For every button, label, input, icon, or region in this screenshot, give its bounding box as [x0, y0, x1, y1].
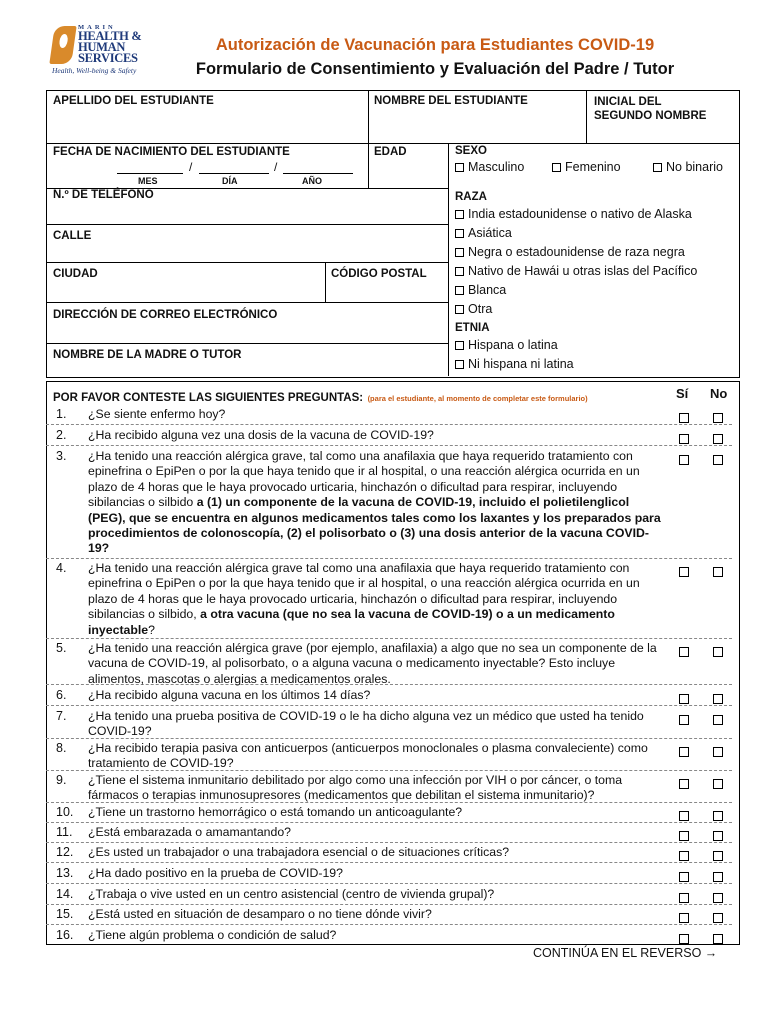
continue-on-back: CONTINÚA EN EL REVERSO → — [533, 946, 718, 960]
questions-note: (para el estudiante, al momento de completar este formulario) — [367, 394, 588, 403]
mhhs-logo — [52, 24, 152, 76]
no-checkbox[interactable] — [713, 567, 723, 577]
yes-checkbox[interactable] — [679, 779, 689, 789]
race-option[interactable]: India estadounidense o nativo de Alaska — [455, 207, 692, 221]
student-info-section — [46, 90, 740, 378]
question-number: 3. — [56, 449, 67, 463]
question-number: 6. — [56, 688, 67, 702]
checkbox[interactable] — [455, 163, 464, 172]
zip-field[interactable]: CÓDIGO POSTAL — [331, 268, 427, 280]
no-checkbox[interactable] — [713, 872, 723, 882]
question-number: 16. — [56, 928, 74, 942]
checkbox[interactable] — [455, 210, 464, 219]
sex-option-nonbinary[interactable]: No binario — [653, 160, 723, 174]
checkbox[interactable] — [455, 286, 464, 295]
question-number: 9. — [56, 773, 67, 787]
yes-checkbox[interactable] — [679, 455, 689, 465]
no-checkbox[interactable] — [713, 934, 723, 944]
sex-label: SEXO — [455, 145, 487, 157]
middle-initial-field[interactable]: INICIAL DEL SEGUNDO NOMBRE — [594, 96, 707, 122]
yes-checkbox[interactable] — [679, 851, 689, 861]
month-label: MES — [138, 176, 158, 186]
question-text: ¿Ha tenido una reacción alérgica grave (por ejemplo, anafilaxia) a algo que no sea un componente de la vacuna de COVID-19, al polisorbato, o a alguna vacuna o medicamento inyectable? Esto incluye alimentos, mascotas o alergias a medicamentos orales. — [88, 641, 657, 686]
no-checkbox[interactable] — [713, 851, 723, 861]
question-number: 13. — [56, 866, 74, 880]
city-field[interactable]: CIUDAD — [53, 268, 98, 280]
race-option[interactable]: Nativo de Hawái u otras islas del Pacífico — [455, 264, 697, 278]
yes-checkbox[interactable] — [679, 913, 689, 923]
no-checkbox[interactable] — [713, 893, 723, 903]
yes-checkbox[interactable] — [679, 831, 689, 841]
question-number: 14. — [56, 887, 74, 901]
race-option[interactable]: Negra o estadounidense de raza negra — [455, 245, 685, 259]
no-checkbox[interactable] — [713, 694, 723, 704]
question-row — [46, 842, 732, 863]
no-checkbox[interactable] — [713, 434, 723, 444]
question-row — [46, 638, 732, 685]
race-option[interactable]: Asiática — [455, 226, 512, 240]
yes-checkbox[interactable] — [679, 694, 689, 704]
question-text: ¿Se siente enfermo hoy? — [88, 407, 226, 421]
question-text: ¿Ha dado positivo en la prueba de COVID-19? — [88, 866, 343, 880]
question-text: ¿Tiene algún problema o condición de salud? — [88, 928, 337, 942]
question-number: 15. — [56, 907, 74, 921]
first-name-field[interactable]: NOMBRE DEL ESTUDIANTE — [374, 95, 528, 107]
checkbox[interactable] — [653, 163, 662, 172]
question-number: 8. — [56, 741, 67, 755]
question-text: ¿Ha recibido alguna vez una dosis de la vacuna de COVID-19? — [88, 428, 434, 442]
question-row — [46, 446, 732, 559]
last-name-field[interactable]: APELLIDO DEL ESTUDIANTE — [53, 95, 214, 107]
dob-label: FECHA DE NACIMIENTO DEL ESTUDIANTE — [53, 146, 290, 158]
race-option[interactable]: Otra — [455, 302, 492, 316]
question-row — [46, 738, 732, 771]
year-label: AÑO — [302, 176, 322, 186]
email-field[interactable]: DIRECCIÓN DE CORREO ELECTRÓNICO — [53, 309, 278, 321]
question-row — [46, 884, 732, 905]
question-text: ¿Ha recibido alguna vacuna en los últimos 14 días? — [88, 688, 371, 702]
question-text: ¿Es usted un trabajador o una trabajadora esencial o de situaciones críticas? — [88, 845, 510, 859]
question-text: ¿Está usted en situación de desamparo o no tiene dónde vivir? — [88, 907, 432, 921]
yes-checkbox[interactable] — [679, 747, 689, 757]
question-row — [46, 404, 732, 425]
yes-checkbox[interactable] — [679, 567, 689, 577]
age-field[interactable]: EDAD — [374, 146, 407, 158]
logo-wordmark: MARIN HEALTH & HUMAN SERVICES — [78, 24, 142, 65]
guardian-field[interactable]: NOMBRE DE LA MADRE O TUTOR — [53, 349, 242, 361]
no-checkbox[interactable] — [713, 831, 723, 841]
yes-checkbox[interactable] — [679, 715, 689, 725]
checkbox[interactable] — [455, 229, 464, 238]
question-row — [46, 558, 732, 639]
logo-tagline: Health, Well-being & Safety — [52, 66, 137, 75]
sex-option-female[interactable]: Femenino — [552, 160, 621, 174]
question-row — [46, 863, 732, 884]
logo-mark-icon — [49, 26, 76, 64]
no-column-header: No — [710, 386, 728, 401]
no-checkbox[interactable] — [713, 913, 723, 923]
ethnicity-label: ETNIA — [455, 322, 490, 334]
question-row — [46, 685, 732, 706]
question-text: ¿Tiene el sistema inmunitario debilitado por algo como una infección por VIH o por cáncer, o toma fármacos o terapias inmunosupresores (medicamentos que debilitan el sistema inmunitario)? — [88, 773, 623, 803]
question-row — [46, 706, 732, 739]
no-checkbox[interactable] — [713, 747, 723, 757]
question-number: 4. — [56, 561, 67, 575]
checkbox[interactable] — [455, 248, 464, 257]
dob-fields[interactable]: / / — [117, 162, 357, 174]
no-checkbox[interactable] — [713, 455, 723, 465]
question-row — [46, 802, 732, 823]
checkbox[interactable] — [455, 267, 464, 276]
question-number: 1. — [56, 407, 67, 421]
yes-checkbox[interactable] — [679, 811, 689, 821]
checkbox[interactable] — [455, 305, 464, 314]
question-text: ¿Ha tenido una reacción alérgica grave, tal como una anafilaxia que haya requerido tratamiento con epinefrina o EpiPen o por la que haya tenido que ir al hospital, o una reacción alérgica ocurrida en un plazo de 4 horas que le haya provocado urticaria, hinchazón o dificultad para respirar, incluyendo sibilancias o silbido a (1) un componente de la vacuna de COVID-19, incluido el polietilenglicol (PEG), que se encuentra en algunos medicamentos tales como los laxantes y los preparados para procedimientos de colonoscopía, (2) el polisorbato o (3) una dosis anterior de la vacuna COVID-19? — [88, 449, 661, 556]
question-text: ¿Ha tenido una prueba positiva de COVID-19 o le ha dicho alguna vez un médico que usted ha tenido COVID-19? — [88, 709, 644, 739]
yes-checkbox[interactable] — [679, 893, 689, 903]
question-text: ¿Tiene un trastorno hemorrágico o está tomando un anticoagulante? — [88, 805, 463, 819]
form-title: Autorización de Vacunación para Estudiantes COVID-19 — [215, 36, 655, 54]
question-text: ¿Ha tenido una reacción alérgica grave tal como una anafilaxia que haya requerido tratamiento con epinefrina o EpiPen o por la que haya tenido que ir al hospital, o una reacción alérgica ocurrida en un plazo de 4 horas que le haya provocado urticaria, hinchazón o dificultad para respirar, incluyendo sibilancias o silbido, a otra vacuna (que no sea la vacuna de COVID-19) o a un medicamento inyectable? — [88, 561, 640, 637]
ethnicity-option[interactable]: Ni hispana ni latina — [455, 357, 574, 371]
phone-field[interactable]: N.º DE TELÉFONO — [53, 189, 154, 201]
no-checkbox[interactable] — [713, 779, 723, 789]
question-text: ¿Trabaja o vive usted en un centro asistencial (centro de vivienda grupal)? — [88, 887, 495, 901]
checkbox[interactable] — [455, 360, 464, 369]
yes-column-header: Sí — [676, 386, 689, 401]
sex-option-male[interactable]: Masculino — [455, 160, 524, 174]
race-label: RAZA — [455, 191, 487, 203]
question-text: ¿Ha recibido terapia pasiva con anticuerpos (anticuerpos monoclonales o plasma convaleciente) como tratamiento de COVID-19? — [88, 741, 648, 771]
yes-checkbox[interactable] — [679, 434, 689, 444]
checkbox[interactable] — [455, 341, 464, 350]
question-text: ¿Está embarazada o amamantando? — [88, 825, 292, 839]
no-checkbox[interactable] — [713, 413, 723, 423]
question-row — [46, 904, 732, 925]
race-option[interactable]: Blanca — [455, 283, 506, 297]
yes-checkbox[interactable] — [679, 872, 689, 882]
no-checkbox[interactable] — [713, 811, 723, 821]
question-number: 5. — [56, 641, 67, 655]
questions-header: POR FAVOR CONTESTE LAS SIGUIENTES PREGUNTAS: (para el estudiante, al momento de completar este formulario) — [53, 392, 588, 404]
checkbox[interactable] — [552, 163, 561, 172]
question-number: 12. — [56, 845, 74, 859]
yes-checkbox[interactable] — [679, 934, 689, 944]
form-subtitle: Formulario de Consentimiento y Evaluación del Padre / Tutor — [195, 60, 675, 78]
question-number: 7. — [56, 709, 67, 723]
question-row — [46, 822, 732, 843]
question-row — [46, 770, 732, 803]
question-number: 11. — [56, 825, 73, 839]
day-label: DÍA — [222, 176, 238, 186]
yes-checkbox[interactable] — [679, 647, 689, 657]
question-number: 2. — [56, 428, 67, 442]
yes-checkbox[interactable] — [679, 413, 689, 423]
ethnicity-option[interactable]: Hispana o latina — [455, 338, 558, 352]
no-checkbox[interactable] — [713, 647, 723, 657]
question-row — [46, 425, 732, 446]
street-field[interactable]: CALLE — [53, 230, 92, 242]
question-row — [46, 925, 732, 943]
no-checkbox[interactable] — [713, 715, 723, 725]
question-number: 10. — [56, 805, 74, 819]
